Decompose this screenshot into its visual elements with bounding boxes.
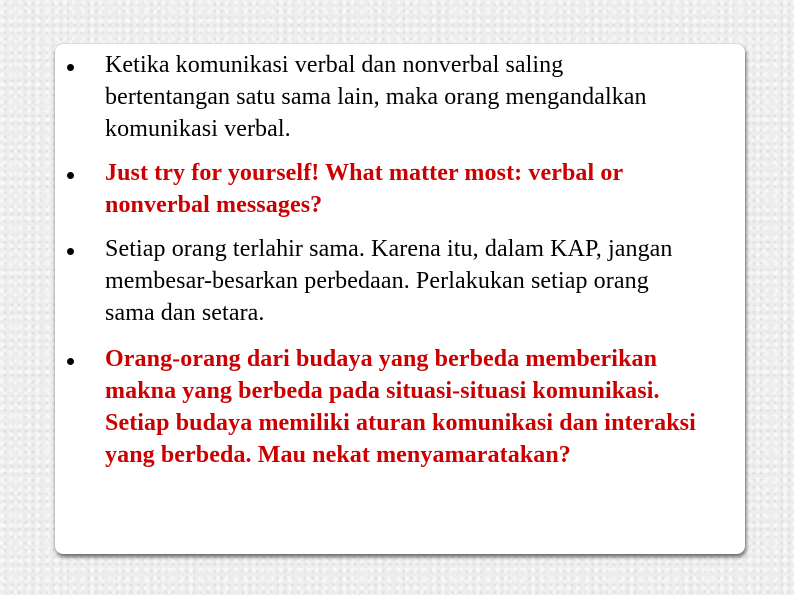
slide-content-card [55,44,745,554]
bullet-dot-icon [67,172,74,179]
bullet-dot-icon [67,248,74,255]
bullet-text: Setiap orang terlahir sama. Karena itu, dalam KAP, jangan membesar-besarkan perbedaan. Perlakukan setiap orang sama dan setara. [105,236,673,326]
bullet-text: Ketika komunikasi verbal dan nonverbal saling bertentangan satu sama lain, maka orang mengandalkan komunikasi verbal. [105,52,647,142]
bullet-dot-icon [67,358,74,365]
bullet-text: Just try for yourself! What matter most: verbal or nonverbal messages? [105,160,623,218]
bullet-dot-icon [67,64,74,71]
bullet-text: Orang-orang dari budaya yang berbeda memberikan makna yang berbeda pada situasi-situasi komunikasi. Setiap budaya memiliki aturan komunikasi dan interaksi yang berbeda. Mau nekat menyamaratakan? [105,346,696,468]
